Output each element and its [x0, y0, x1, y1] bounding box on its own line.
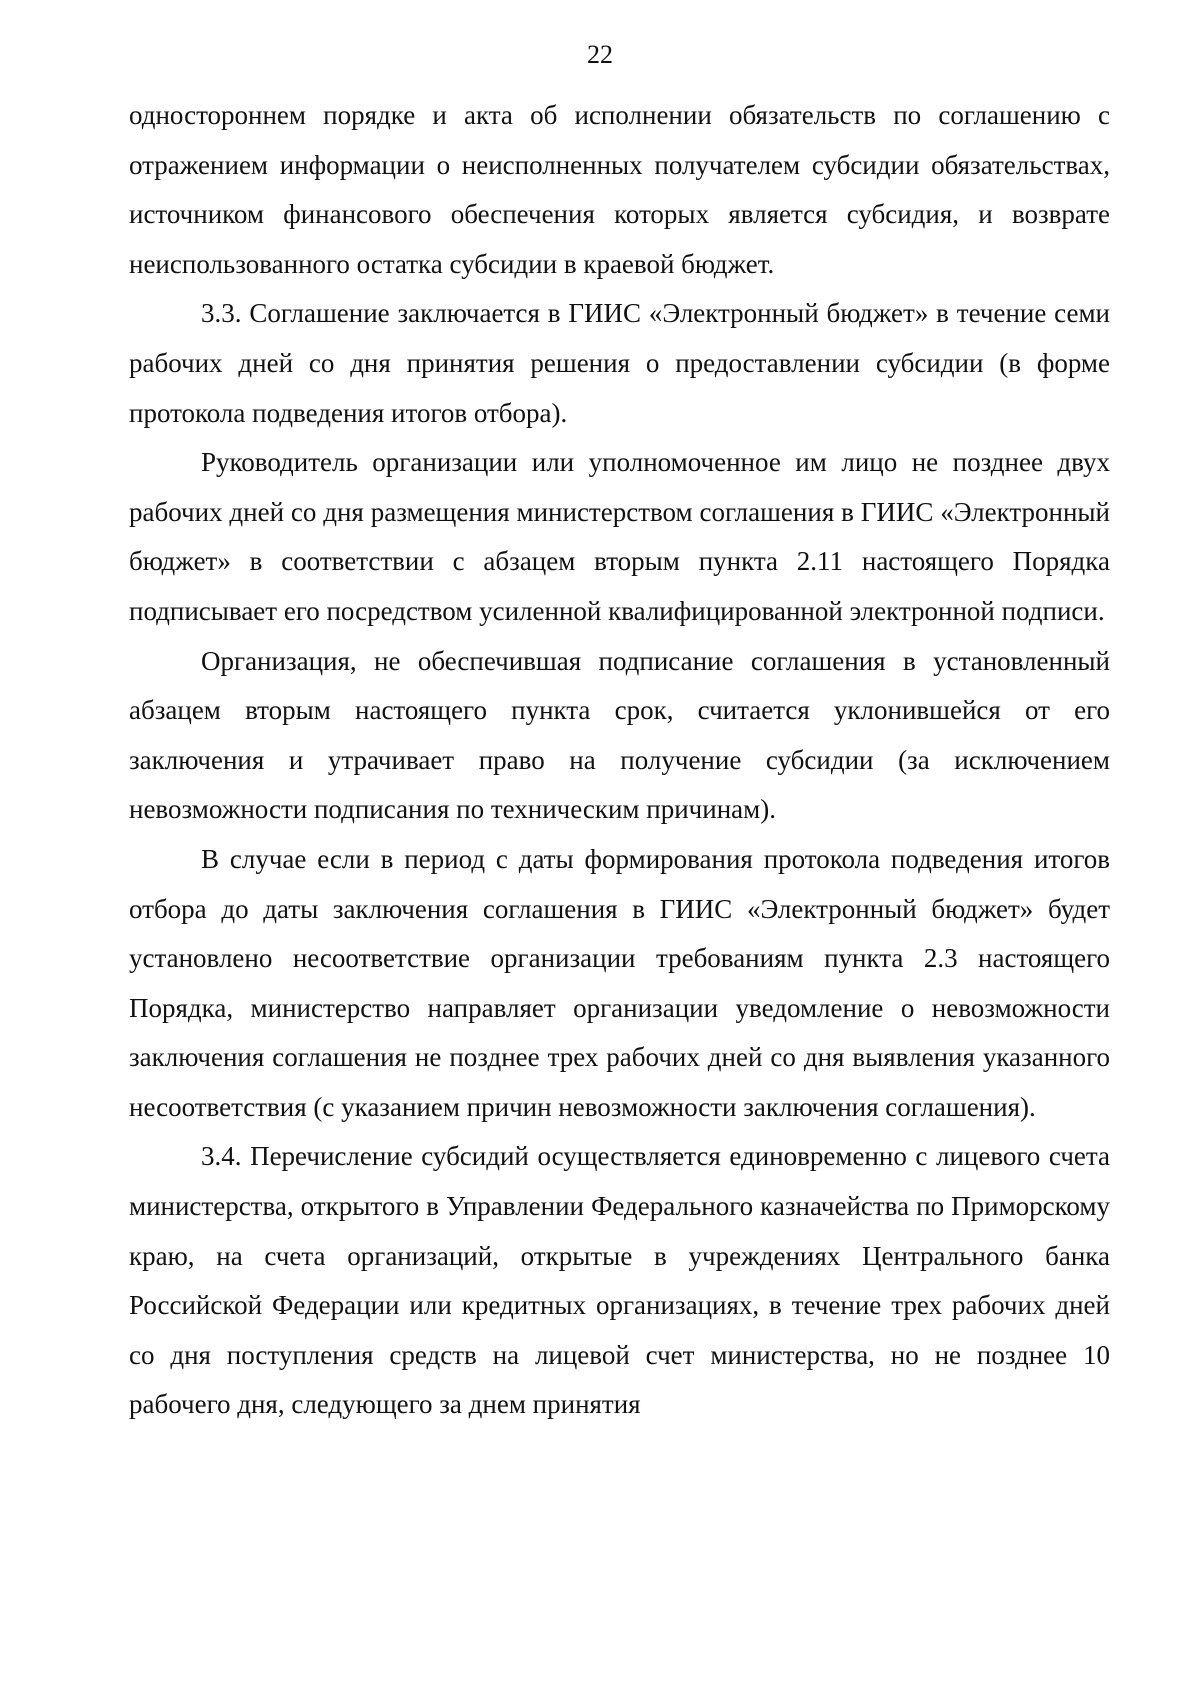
paragraph-signing: Руководитель организации или уполномоченное им лицо не позднее двух рабочих дней со дня размещения министерством соглашения в ГИИС «Электронный бюджет» в соответствии с абзацем вторым пункта 2.11 настоящего Порядка подписывает его посредством усиленной квалифицированной электронной подписи. — [129, 447, 1110, 626]
paragraph-3-3: 3.3. Соглашение заключается в ГИИС «Электронный бюджет» в течение семи рабочих дней со дня принятия решения о предоставлении субсидии (в форме протокола подведения итогов отбора). — [129, 298, 1110, 428]
paragraph-continuation: одностороннем порядке и акта об исполнении обязательств по соглашению с отражением информации о неисполненных получателем субсидии обязательствах, источником финансового обеспечения которых является субсидия, и возврате неиспользованного остатка субсидии в краевой бюджет. — [129, 100, 1110, 279]
paragraph-evasion: Организация, не обеспечившая подписание соглашения в установленный абзацем вторым настоящего пункта срок, считается уклонившейся от его заключения и утрачивает право на получение субсидии (за исключением невозможности подписания по техническим причинам). — [129, 645, 1110, 825]
document-body — [129, 91, 1110, 1430]
page-number: 22 — [587, 40, 613, 69]
paragraph-nonconformity: В случае если в период с даты формирования протокола подведения итогов отбора до даты заключения соглашения в ГИИС «Электронный бюджет» будет установлено несоответствие организации требованиям пункта 2.3 настоящего Порядка, министерство направляет организации уведомление о невозможности заключения соглашения не позднее трех рабочих дней со дня выявления указанного несоответствия (с указанием причин невозможности заключения соглашения). — [129, 843, 1110, 1122]
paragraph-3-4: 3.4. Перечисление субсидий осуществляется единовременно с лицевого счета министерства, открытого в Управлении Федерального казначейства по Приморскому краю, на счета организаций, открытые в учреждениях Центрального банка Российской Федерации или кредитных организациях, в течение трех рабочих дней со дня поступления средств на лицевой счет министерства, но не позднее 10 рабочего дня, следующего за днем принятия — [129, 1141, 1110, 1420]
